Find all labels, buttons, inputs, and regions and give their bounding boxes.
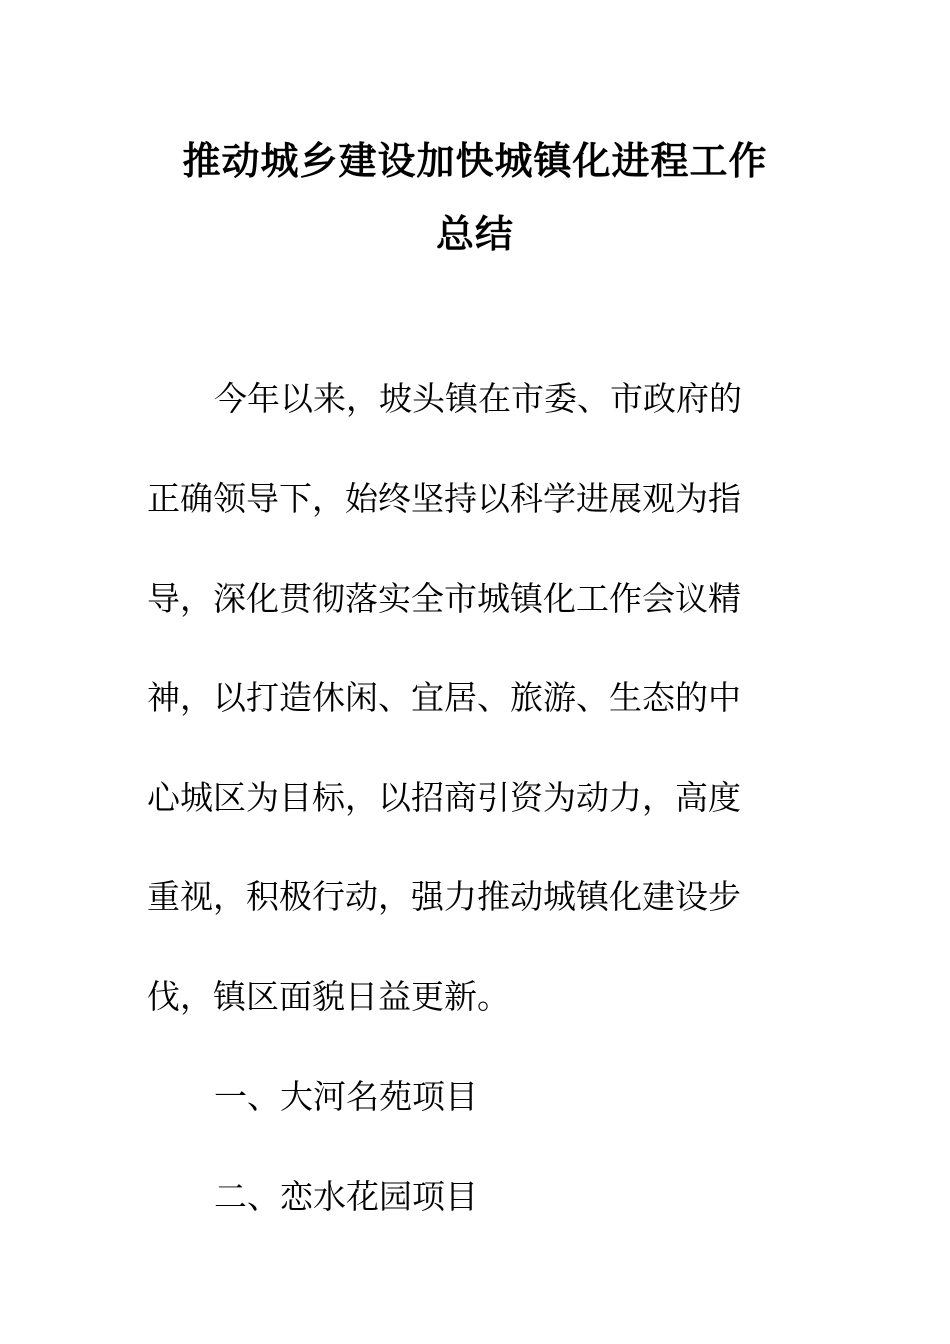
section-heading-1: 一、大河名苑项目 bbox=[214, 1077, 478, 1116]
document-title-line-1: 推动城乡建设加快城镇化进程工作 bbox=[182, 139, 768, 183]
paragraph-line: 心城区为目标，以招商引资为动力，高度 bbox=[147, 778, 741, 817]
section-heading-2: 二、恋水花园项目 bbox=[214, 1177, 478, 1216]
paragraph-line: 今年以来，坡头镇在市委、市政府的 bbox=[214, 379, 742, 418]
document-title-line-2: 总结 bbox=[435, 212, 514, 256]
paragraph-line: 神，以打造休闲、宜居、旅游、生态的中 bbox=[147, 678, 741, 717]
paragraph-line: 导，深化贯彻落实全市城镇化工作会议精 bbox=[147, 579, 741, 618]
paragraph-line: 伐，镇区面貌日益更新。 bbox=[147, 977, 510, 1016]
paragraph-line: 重视，积极行动，强力推动城镇化建设步 bbox=[147, 877, 741, 916]
paragraph-line: 正确领导下，始终坚持以科学进展观为指 bbox=[147, 479, 741, 518]
